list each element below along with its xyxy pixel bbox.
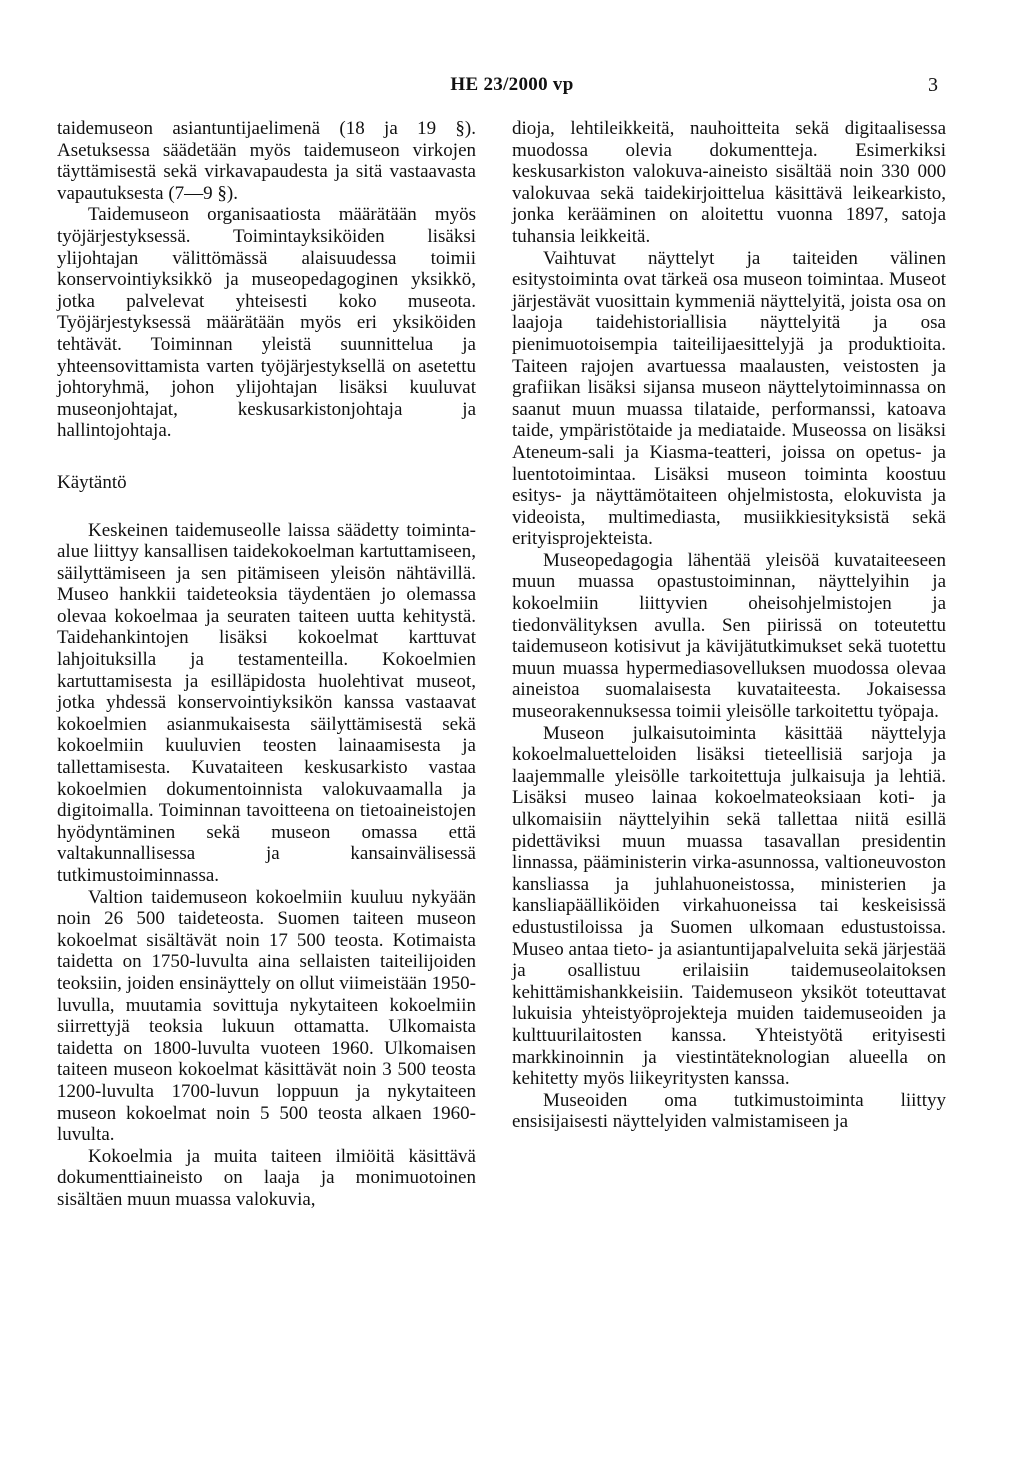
paragraph: Vaihtuvat näyttelyt ja taiteiden välinen esitystoiminta ovat tärkeä osa museon toimintaa. Museot järjestävät vuosittain kymmeniä näyttelyitä, joista osa on laajoja taidehistoriallisia näyttelyitä ja osa pienimuotoisempia taiteilijaesittelyjä ja produktioita. Taiteen rajojen avartuessa maalausten, veistosten ja grafiikan lisäksi sijansa museon näyttelytoiminnassa on saanut muun muassa tilataide, performanssi, katoava taide, ympäristötaide ja mediataide. Museossa on lisäksi Ateneum-sali ja Kiasma-teatteri, joissa on opetus- ja luentotoimintaa. Lisäksi museon toiminta koostuu esitys- ja näyttämötaiteen ohjelmistosta, elokuvista ja videoista, multimediasta, musiikkiesityksistä sekä erityisprojekteista. — [512, 247, 946, 550]
paragraph: Kokoelmia ja muita taiteen ilmiöitä käsittävä dokumenttiaineisto on laaja ja monimuotoinen sisältäen muun muassa valokuvia, — [57, 1145, 476, 1210]
section-heading: Käytäntö — [57, 471, 127, 493]
page-number: 3 — [928, 74, 938, 96]
right-column — [512, 118, 946, 1133]
left-column — [57, 118, 476, 1211]
page-header — [0, 74, 1024, 104]
paragraph: dioja, lehtileikkeitä, nauhoitteita sekä digitaalisessa muodossa olevia dokumentteja. Esimerkiksi keskusarkiston valokuva-aineisto sisältää noin 330 000 valokuvaa sekä taidekirjoittelua käsittävä leikearkisto, jonka kerääminen on aloitettu vuonna 1897, satoja tuhansia leikkeitä. — [512, 118, 946, 247]
paragraph: taidemuseon asiantuntijaelimenä (18 ja 19 §). Asetuksessa säädetään myös taidemuseon virkojen täyttämisestä sekä virkavapaudesta ja sitä vastaavasta vapautuksesta (7—9 §). — [57, 118, 476, 204]
document-title: HE 23/2000 vp — [450, 74, 574, 95]
paragraph: Valtion taidemuseon kokoelmiin kuuluu nykyään noin 26 500 taideteosta. Suomen taiteen museon kokoelmat sisältävät noin 17 500 teosta. Kotimaista taidetta on 1750-luvulta aina sellaisten taiteilijoiden teoksiin, joiden ensinäyttely on ollut viimeistään 1950-luvulla, muutamia sovittuja nykytaiteen kokoelmiin siirrettyjä teoksia lukuun ottamatta. Ulkomaista taidetta on 1800-luvulta vuoteen 1960. Ulkomaisen taiteen museon kokoelmat käsittävät noin 3 500 teosta 1200-luvulta 1700-luvun loppuun ja nykytaiteen museon kokoelmat noin 5 500 teosta alkaen 1960-luvulta. — [57, 886, 476, 1146]
paragraph: Museoiden oma tutkimustoiminta liittyy ensisijaisesti näyttelyiden valmistamiseen ja — [512, 1089, 946, 1133]
paragraph: Museon julkaisutoiminta käsittää näyttelyja kokoelmaluetteloiden lisäksi tieteellisiä sarjoja ja laajemmalle yleisölle tarkoitettuja julkaisuja ja lehtiä. Lisäksi museo lainaa kokoelmateoksiaan koti- ja ulkomaisiin näyttelyihin sekä tallettaa niitä esillä pidettäviksi muun muassa tasavallan presidentin linnassa, pääministerin virka-asunnossa, valtioneuvoston kansliassa ja juhlahuoneistossa, ministerien ja kansliapäälliköiden virkahuoneissa tai keskeisissä edustustiloissa ja Suomen ulkomaan edustustoissa. Museo antaa tieto- ja asiantuntijapalveluita sekä järjestää ja osallistuu erilaisiin taidemuseolaitoksen kehittämishankkeisiin. Taidemuseon yksiköt toteuttavat lukuisia yhteistyöprojekteja muiden taidemuseoiden ja kulttuurilaitosten kanssa. Yhteistyötä erityisesti markkinoinnin ja viestintäteknologian alueella on kehitetty myös liikeyritysten kanssa. — [512, 722, 946, 1090]
paragraph: Taidemuseon organisaatiosta määrätään myös työjärjestyksessä. Toimintayksiköiden lisäksi ylijohtajan välittömässä alaisuudessa toimii konservointiyksikkö ja museopedagoginen yksikkö, jotka palvelevat yhteisesti koko museota. Työjärjestyksessä määrätään myös eri yksiköiden tehtävät. Toiminnan yleistä suunnittelua ja yhteensovittamista varten työjärjestyksellä on asetettu johtoryhmä, johon ylijohtajan lisäksi kuuluvat museonjohtajat, keskusarkistonjohtaja ja hallintojohtaja. — [57, 204, 476, 442]
paragraph: Museopedagogia lähentää yleisöä kuvataiteeseen muun muassa opastustoiminnan, näyttelyihin ja kokoelmiin liittyvien oheisohjelmistojen ja tiedonvälityksen avulla. Sen piirissä on toteutettu taidemuseon kotisivut ja kävijätutkimukset sekä tuotettu muun muassa hypermediasovelluksen muodossa olevaa aineistoa suomalaisesta kuvataiteesta. Jokaisessa museorakennuksessa toimii yleisölle tarkoitettu työpaja. — [512, 549, 946, 723]
paragraph: Keskeinen taidemuseolle laissa säädetty toiminta-alue liittyy kansallisen taidekokoelman kartuttamiseen, säilyttämiseen ja sen pitämiseen yleisön nähtävillä. Museo hankkii taideteoksia täydentäen jo olemassa olevaa kokoelmaa ja seuraten taiteen uutta kehitystä. Taidehankintojen lisäksi kokoelmat karttuvat lahjoituksilla ja testamenteilla. Kokoelmien kartuttamisesta ja esilläpidosta huolehtivat museot, jotka yhdessä konservointiyksikön kanssa vastaavat kokoelmien asianmukaisesta säilyttämisestä sekä kokoelmiin kuuluvien teosten lainaamisesta ja tallettamisesta. Kuvataiteen keskusarkisto vastaa kokoelmien dokumentoinnista valokuvaamalla ja digitoimalla. Toiminnan tavoitteena on tietoaineistojen hyödyntäminen sekä museon omassa että valtakunnallisessa ja kansainvälisessä tutkimustoiminnassa. — [57, 519, 476, 886]
